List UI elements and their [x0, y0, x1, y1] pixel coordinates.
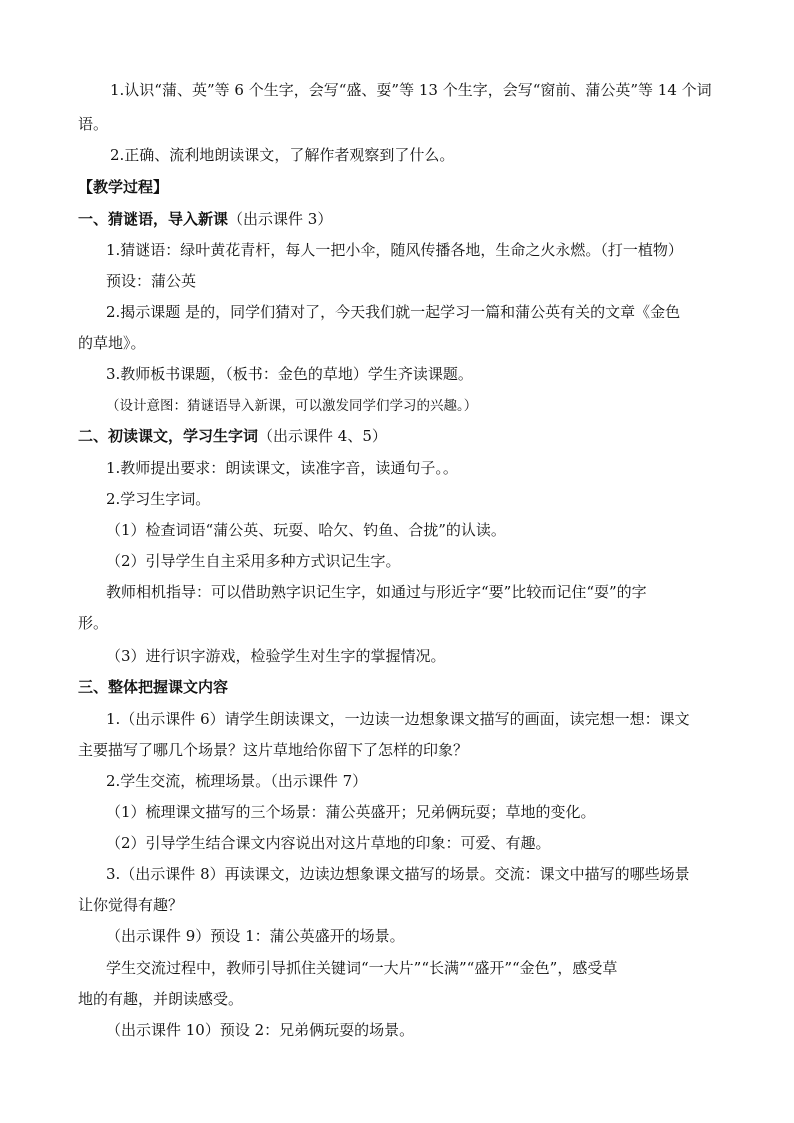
section-3-line: 学生交流过程中，教师引导抓住关键词“一大片”“长满”“盛开”“金色”，感受草 — [106, 959, 618, 977]
section-2-line: （1）检查词语“蒲公英、玩耍、哈欠、钓鱼、合拢”的认读。 — [106, 521, 506, 539]
section-3-line: （1）梳理课文描写的三个场景：蒲公英盛开；兄弟俩玩耍；草地的变化。 — [106, 803, 596, 821]
section-3-line: （2）引导学生结合课文内容说出对这片草地的印象：可爱、有趣。 — [106, 834, 551, 852]
section-2-heading — [78, 426, 724, 446]
section-2-note: （出示课件 4、5） — [258, 427, 387, 445]
section-3-heading: 三、整体把握课文内容 — [78, 678, 229, 696]
section-2-line: （2）引导学生自主采用多种方式识记生字。 — [106, 552, 401, 570]
section-3-line: 2.学生交流，梳理场景。（出示课件 7） — [106, 772, 368, 790]
section-3-line: （出示课件 9）预设 1：蒲公英盛开的场景。 — [106, 927, 405, 945]
section-1-line: 的草地》。 — [78, 334, 146, 352]
process-heading: 【教学过程】 — [78, 178, 169, 196]
section-3-line: 主要描写了哪几个场景？这片草地给你留下了怎样的印象？ — [78, 741, 469, 759]
objective-1-continued: 语。 — [78, 115, 109, 133]
section-3-line: 地的有趣，并朗读感受。 — [78, 990, 244, 1008]
section-2-line: （3）进行识字游戏，检验学生对生字的掌握情况。 — [106, 647, 446, 665]
section-2-line: 1.教师提出要求：朗读课文，读准字音，读通句子。。 — [106, 459, 458, 477]
section-2-title: 二、初读课文，学习生字词 — [78, 427, 259, 445]
section-3-line: 1.（出示课件 6）请学生朗读课文，一边读一边想象课文描写的画面，读完想一想：课文 — [106, 710, 690, 728]
section-1-title: 一、猜谜语，导入新课 — [78, 210, 229, 228]
section-3-line: 让你觉得有趣？ — [78, 896, 184, 914]
section-3-line: 3.（出示课件 8）再读课文，边读边想象课文描写的场景。交流：课文中描写的哪些场景 — [106, 865, 690, 883]
section-3-line: （出示课件 10）预设 2：兄弟俩玩耍的场景。 — [106, 1021, 415, 1039]
section-1-note: （出示课件 3） — [228, 210, 333, 228]
objective-2: 2.正确、流利地朗读课文，了解作者观察到了什么。 — [110, 146, 455, 164]
objective-1: 1.认识“蒲、英”等 6 个生字，会写“盛、耍”等 13 个生字，会写“窗前、蒲公英”等 14 个词 — [110, 81, 712, 99]
section-1-line: 2.揭示课题 是的，同学们猜对了，今天我们就一起学习一篇和蒲公英有关的文章《金色 — [106, 303, 681, 321]
section-2-line: 形。 — [78, 614, 109, 632]
section-1-heading — [78, 209, 724, 229]
design-intent-note: （设计意图：猜谜语导入新课，可以激发同学们学习的兴趣。） — [106, 398, 478, 414]
section-1-line: 预设：蒲公英 — [106, 272, 197, 290]
section-1-line: 3.教师板书课题，（板书：金色的草地）学生齐读课题。 — [106, 365, 473, 383]
section-2-line: 2.学习生字词。 — [106, 490, 211, 508]
section-2-line: 教师相机指导：可以借助熟字识记生字，如通过与形近字“要”比较而记住“耍”的字 — [106, 583, 647, 601]
section-1-line: 1.猜谜语：绿叶黄花青杆，每人一把小伞，随风传播各地，生命之火永燃。（打一植物） — [106, 241, 683, 259]
